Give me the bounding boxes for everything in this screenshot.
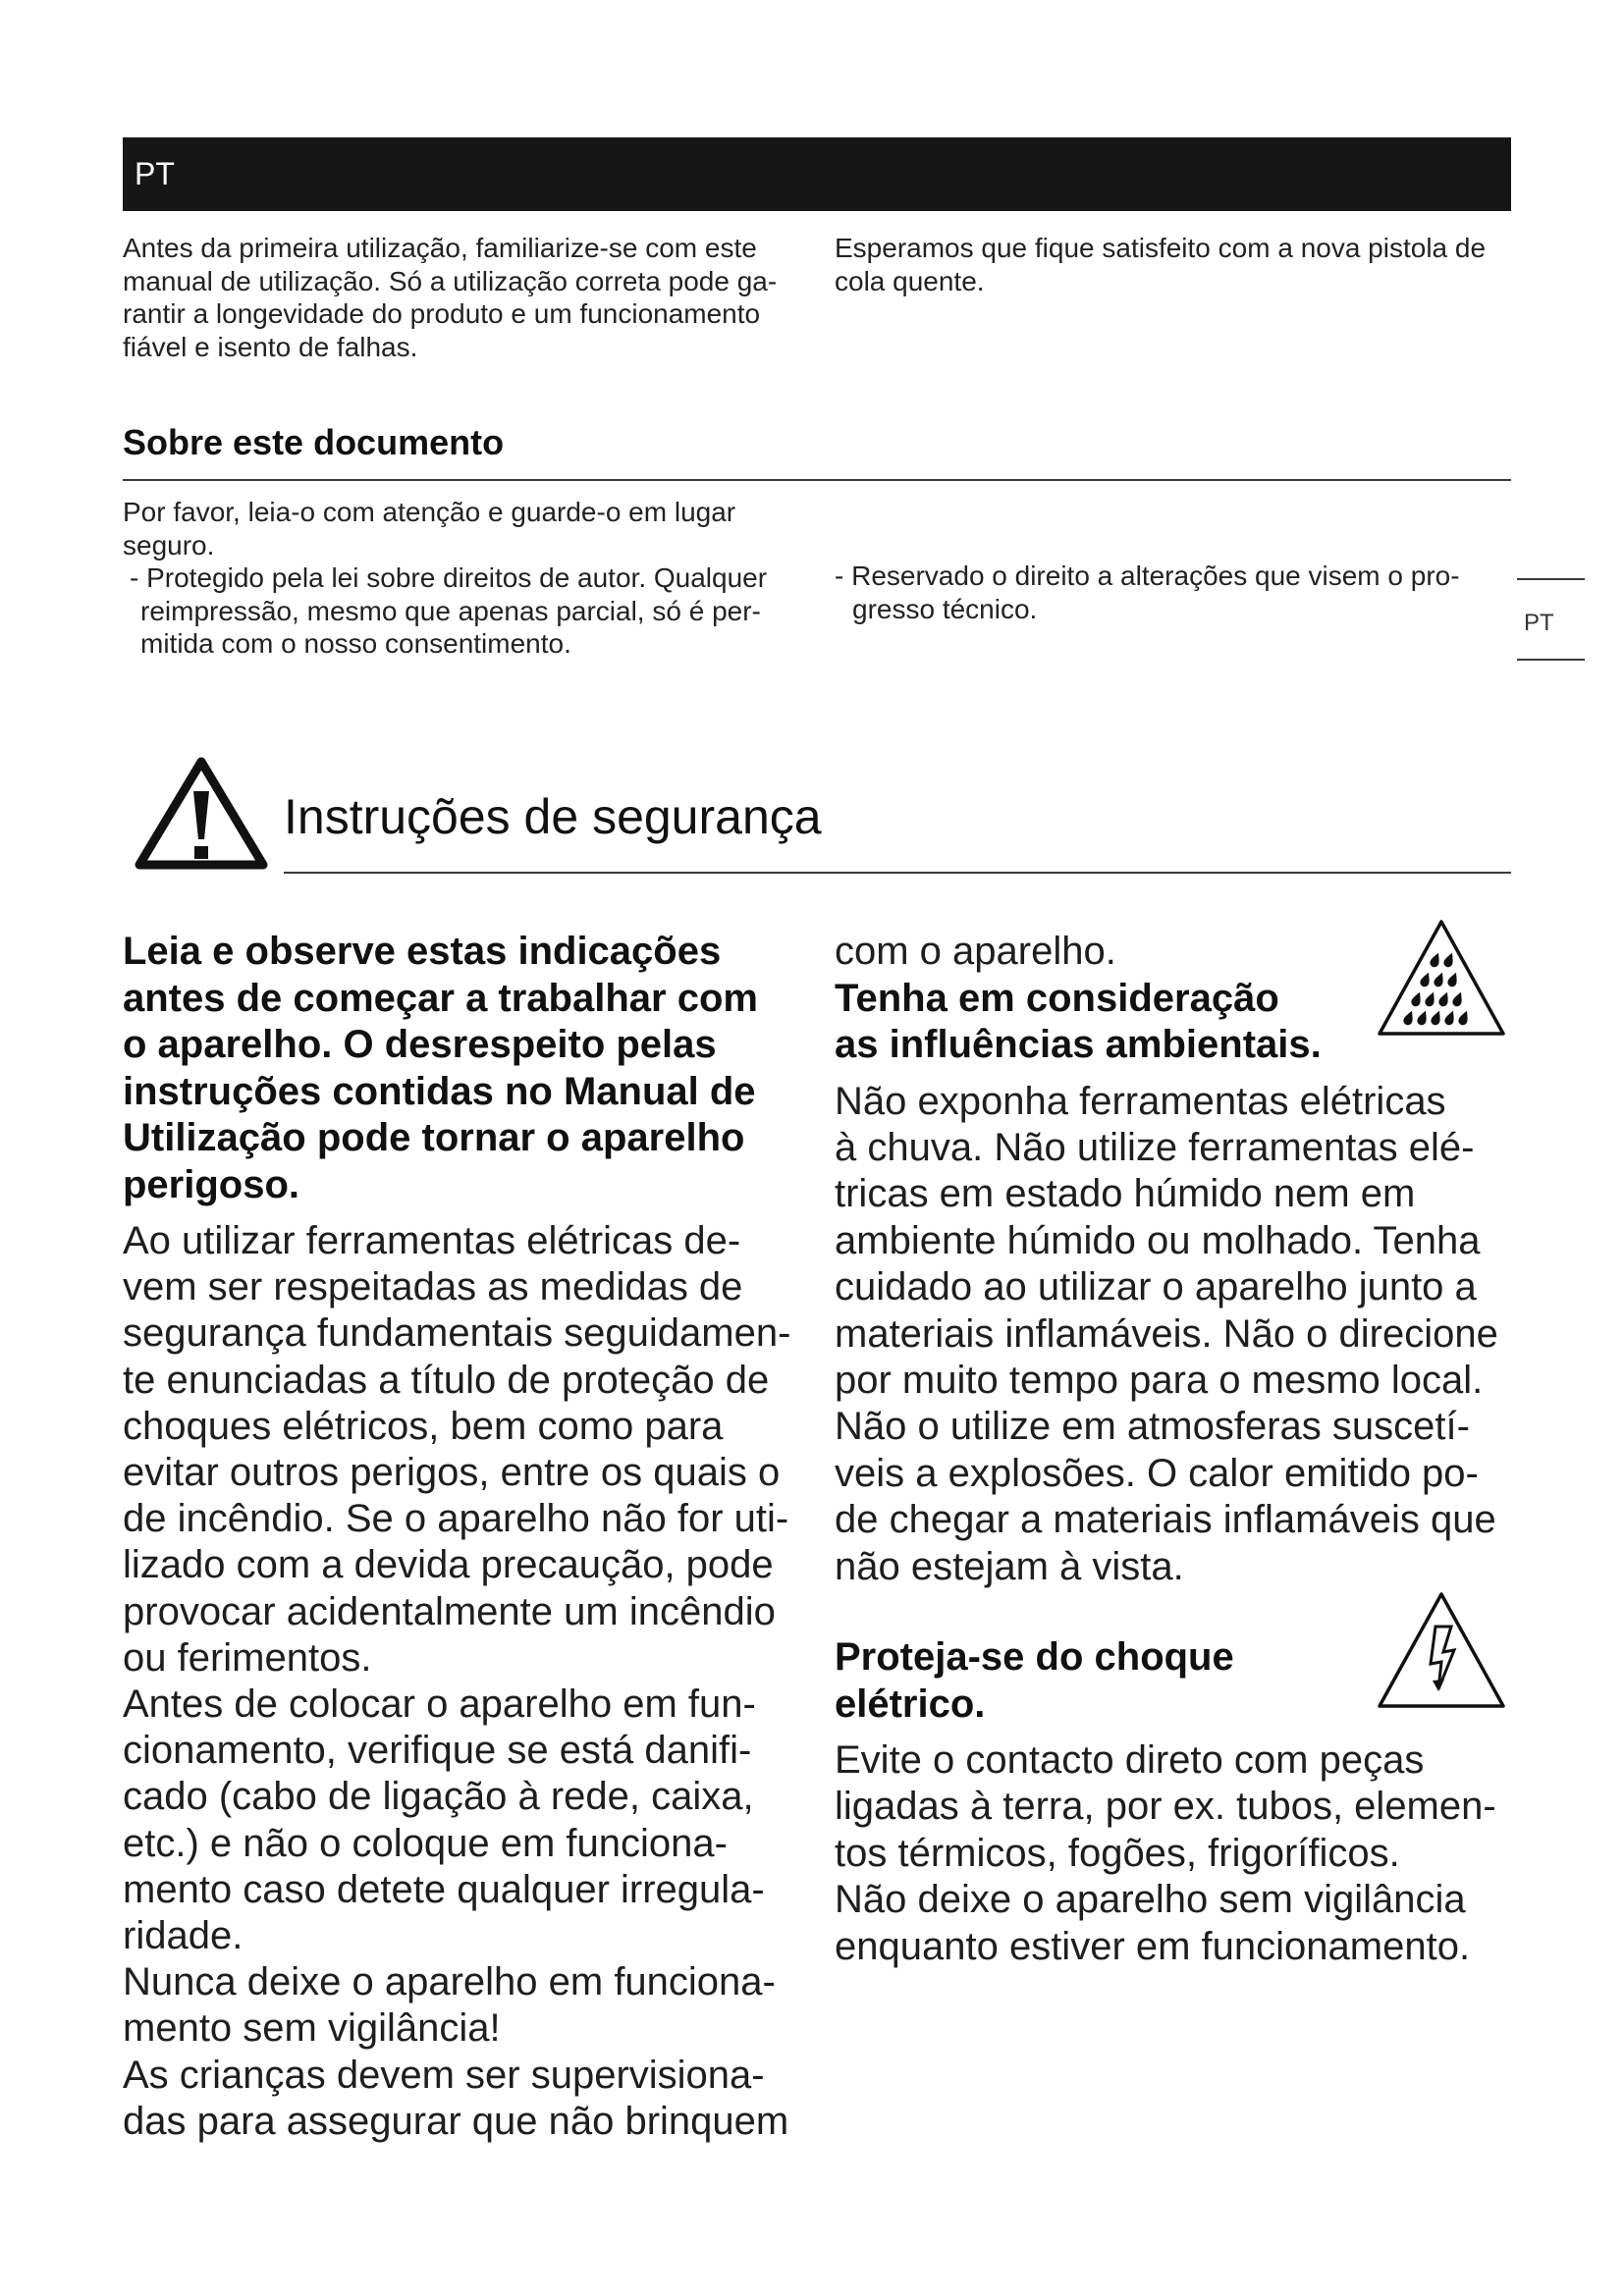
safety-instructions-heading: Instruções de segurança <box>284 789 822 844</box>
about-document-right-column <box>835 560 1511 625</box>
electric-shock-heading: Proteja-se do choque elétrico. <box>835 1634 1234 1726</box>
safety-right-column <box>835 929 1511 1970</box>
safety-paragraph-continuation: com o aparelho. <box>835 930 1116 973</box>
lightning-arrowhead <box>1433 1680 1444 1691</box>
side-tab-rule-top <box>1517 578 1585 580</box>
exclamation-dot <box>194 846 208 859</box>
safety-left-column <box>123 929 810 2145</box>
section-divider <box>123 479 1511 481</box>
about-document-left-column <box>123 496 810 661</box>
intro-paragraph-right: Esperamos que fique satisfeito com a nova pistola de cola quente. <box>835 233 1487 296</box>
intro-paragraph-left: Antes da primeira utilização, familiarize-se com este manual de utilização. Só a utilização correta pode ga- rantir a longevidade do produto e um funcionamento fiável e isento de falhas. <box>123 233 778 362</box>
language-label: PT <box>135 156 175 191</box>
safety-lead-text: Leia e observe estas indicações antes de começar a trabalhar com o aparelho. O desrespeito pelas instruções contidas no Manual de Utilização pode tornar o aparelho perigoso. <box>123 930 758 1206</box>
language-header-bar <box>123 137 1511 211</box>
list-item: - Reservado o direito a alterações que visem o pro- gresso técnico. <box>835 561 1460 624</box>
electric-hazard-icon <box>1374 1587 1509 1713</box>
safety-paragraph: Ao utilizar ferramentas elétricas de- vem ser respeitadas as medidas de segurança fundamentais seguidamen- te enunciadas a título de proteção de choques elétricos, bem como para evitar outros perigos, entre os quais o de incêndio. Se o aparelho não for uti- lizado com a devida precaução, pode provocar acidentalmente um incêndio ou ferimentos. <box>123 1219 791 1680</box>
safety-paragraph: Nunca deixe o aparelho em funciona- mento sem vigilância! <box>123 1960 776 2051</box>
safety-paragraph: Antes de colocar o aparelho em fun- cionamento, verifique se está danifi- cado (cabo de ligação à rede, caixa, etc.) e não o coloque em funciona- mento caso detete qualquer irregula- ridade. <box>123 1682 765 1958</box>
safety-paragraph: As crianças devem ser supervisiona- das para assegurar que não brinquem <box>123 2053 789 2143</box>
rain-hazard-icon <box>1374 915 1509 1041</box>
about-document-bullets-left <box>123 561 810 661</box>
about-document-bullets-right <box>835 560 1511 625</box>
side-tab-label: PT <box>1524 610 1554 636</box>
about-document-paragraph: Por favor, leia-o com atenção e guarde-o em lugar seguro. <box>123 497 736 561</box>
electric-shock-text: Evite o contacto direto com peças ligadas à terra, por ex. tubos, elemen- tos térmicos, fogões, frigoríficos. Não deixe o aparelho sem vigilância enquanto estiver em funcionamento. <box>835 1737 1496 1968</box>
about-document-heading: Sobre este documento <box>123 422 505 462</box>
safety-heading-divider <box>284 872 1511 874</box>
exclamation-bar <box>193 791 209 839</box>
environment-text: Não exponha ferramentas elétricas à chuva. Não utilize ferramentas elé- tricas em estado húmido nem em ambiente húmido ou molhado. Tenha cuidado ao utilizar o aparelho junto a materiais inflamáveis. Não o direcione por muito tempo para o mesmo local. Não o utilize em atmosferas suscetí- veis a explosões. O calor emitido po- de chegar a materiais inflamáveis que não estejam à vista. <box>835 1079 1498 1588</box>
electric-triangle-outline <box>1380 1594 1503 1706</box>
raindrops <box>1402 951 1471 1027</box>
side-tab-rule-bottom <box>1517 659 1585 661</box>
environment-heading: Tenha em consideração as influências ambientais. <box>835 976 1322 1066</box>
warning-triangle-icon <box>130 750 273 874</box>
list-item: - Protegido pela lei sobre direitos de autor. Qualquer reimpressão, mesmo que apenas parcial, só é per- mitida com o nosso consentimento. <box>130 562 768 659</box>
